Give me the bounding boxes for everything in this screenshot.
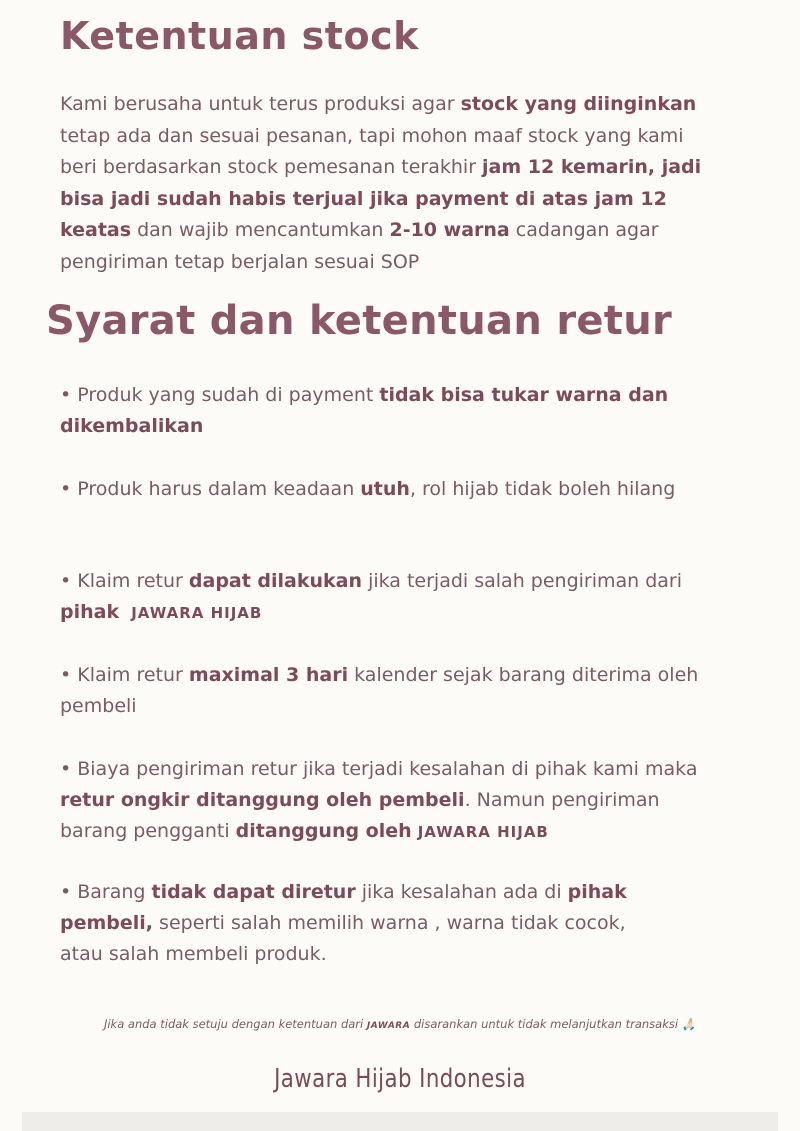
brand-signature: Jawara Hijab Indonesia bbox=[274, 1064, 526, 1094]
footnote-text: disarankan untuk tidak melanjutkan transaksi bbox=[410, 1017, 682, 1031]
item-text: kalender sejak barang diterima oleh pembeli bbox=[60, 664, 699, 717]
stock-text-bold: stock yang diinginkan bbox=[460, 93, 697, 115]
footnote-brand: JAWARA bbox=[366, 1021, 411, 1031]
stock-paragraph bbox=[60, 89, 720, 278]
brand-name: JAWARA HIJAB bbox=[131, 604, 263, 622]
retur-item-no-exchange bbox=[60, 380, 700, 442]
item-text: seperti salah memilih warna , warna tidak cocok, atau salah membeli produk. bbox=[60, 912, 626, 965]
item-text: . Namun pengiriman barang pengganti bbox=[60, 789, 660, 842]
item-text-bold: tidak dapat diretur bbox=[151, 881, 356, 903]
item-text: jika terjadi salah pengiriman dari bbox=[362, 570, 683, 592]
retur-item-condition bbox=[60, 474, 700, 505]
stock-section-title: Ketentuan stock bbox=[60, 14, 419, 58]
retur-item-not-returnable bbox=[60, 877, 670, 970]
item-text-bold: dapat dilakukan bbox=[188, 570, 363, 592]
stock-text-plain: tetap ada dan sesuai pesanan, tapi mohon maaf stock yang kami beri berdasarkan stock pemesanan terakhir bbox=[60, 124, 684, 178]
item-text-bold: pihak pembeli, bbox=[60, 881, 627, 934]
stock-text-plain: dan wajib mencantumkan bbox=[131, 219, 390, 241]
item-text-bold: utuh bbox=[360, 478, 410, 500]
footnote-text: Jika anda tidak setuju dengan ketentuan dari bbox=[103, 1017, 367, 1031]
item-text-bold: pihak bbox=[60, 601, 120, 623]
item-text: , rol hijab tidak boleh hilang bbox=[409, 478, 676, 500]
item-text-bold: maximal 3 hari bbox=[188, 664, 349, 686]
praying-hands-icon: 🙏🏻 bbox=[681, 1017, 697, 1031]
retur-section-title: Syarat dan ketentuan retur bbox=[46, 298, 673, 344]
item-text-bold: retur ongkir ditanggung oleh pembeli bbox=[60, 789, 465, 811]
item-text: • Produk harus dalam keadaan bbox=[60, 478, 361, 500]
item-text: • Barang bbox=[60, 881, 152, 903]
item-text-bold: tidak bisa tukar warna dan dikembalikan bbox=[60, 384, 669, 437]
disclaimer-footnote bbox=[0, 1017, 800, 1031]
stock-text-plain: cadangan agar pengiriman tetap berjalan sesuai SOP bbox=[60, 219, 659, 273]
stock-text-bold: jam 12 kemarin, jadi bisa jadi sudah habis terjual jika payment di atas jam 12 keatas bbox=[60, 156, 702, 241]
item-text-bold: ditanggung oleh bbox=[235, 820, 412, 842]
brand-name: JAWARA HIJAB bbox=[417, 823, 549, 841]
item-text: jika kesalahan ada di bbox=[355, 881, 568, 903]
item-text: • Klaim retur bbox=[60, 664, 189, 686]
retur-item-wrong-shipment bbox=[60, 566, 700, 629]
stock-text-plain: Kami berusaha untuk terus produksi agar bbox=[60, 93, 461, 115]
bottom-edge-bar bbox=[22, 1112, 778, 1131]
retur-item-shipping-cost bbox=[60, 754, 710, 848]
item-text: • Klaim retur bbox=[60, 570, 189, 592]
item-text: • Biaya pengiriman retur jika terjadi kesalahan di pihak kami maka bbox=[60, 758, 698, 780]
item-text: • Produk yang sudah di payment bbox=[60, 384, 380, 406]
stock-text-bold: 2-10 warna bbox=[389, 219, 510, 241]
retur-item-time-limit bbox=[60, 660, 700, 722]
